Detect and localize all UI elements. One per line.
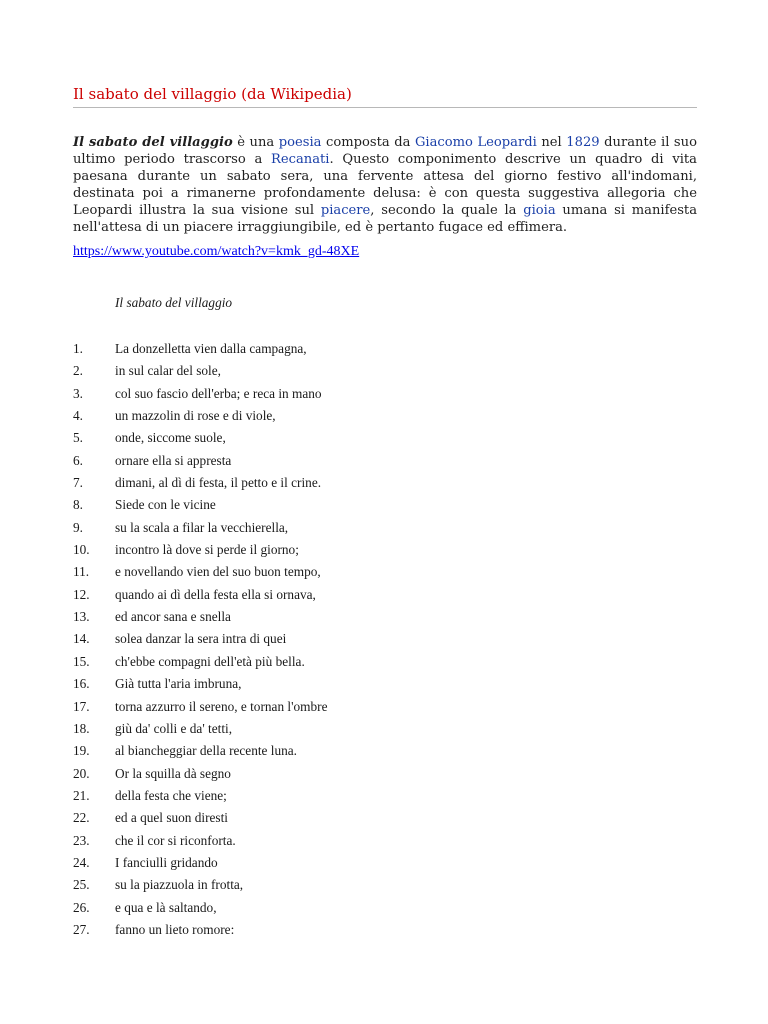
verse-number: 26.: [73, 899, 90, 915]
verse-text: e qua e là saltando,: [115, 899, 217, 915]
poem-verse: [73, 785, 327, 807]
verse-text: un mazzolin di rose e di viole,: [115, 408, 276, 424]
verse-text: giù da' colli e da' tetti,: [115, 720, 233, 736]
poem-verse: [73, 852, 327, 874]
poem-verse: [73, 897, 327, 919]
intro-lead-title: Il sabato del villaggio: [73, 135, 233, 150]
link-poesia[interactable]: poesia: [278, 135, 322, 150]
verse-number: 11.: [73, 564, 90, 580]
poem-verse: [73, 830, 327, 852]
verse-number: 7.: [73, 475, 83, 491]
verse-number: 22.: [73, 810, 90, 826]
verse-number: 27.: [73, 921, 90, 937]
verse-text: della festa che viene;: [115, 787, 227, 803]
intro-text: , secondo la quale la: [370, 203, 524, 218]
verse-text: e novellando vien del suo buon tempo,: [115, 564, 321, 580]
poem-verse: [73, 763, 327, 785]
verse-number: 2.: [73, 363, 83, 379]
intro-text: composta da: [321, 135, 415, 150]
verse-text: I fanciulli gridando: [115, 854, 218, 870]
verse-number: 24.: [73, 854, 90, 870]
poem-verse: [73, 696, 327, 718]
verse-text: Or la squilla dà segno: [115, 765, 231, 781]
verse-text: in sul calar del sole,: [115, 363, 221, 379]
verse-number: 19.: [73, 743, 90, 759]
poem-verse: [73, 405, 327, 427]
verse-text: al biancheggiar della recente luna.: [115, 743, 297, 759]
poem-verse: [73, 383, 327, 405]
verse-text: su la scala a filar la vecchierella,: [115, 519, 289, 535]
intro-text: è una: [232, 135, 279, 150]
poem-verse: [73, 427, 327, 449]
verse-number: 13.: [73, 609, 90, 625]
poem-verses-list: [73, 338, 327, 941]
verse-number: 3.: [73, 385, 83, 401]
document-title: Il sabato del villaggio (da Wikipedia): [73, 84, 697, 108]
verse-text: che il cor si riconforta.: [115, 832, 236, 848]
poem-verse: [73, 807, 327, 829]
intro-text: . Questo componimento descrive un quadro di vita paesana durante un sabato sera, una fervente attesa del giorno festivo all'indomani, destinata poi a rimanerne profondamente delusa: è con questa suggestiva allegoria che Leopardi illustra la sua visione sul: [73, 152, 697, 218]
verse-text: quando ai dì della festa ella si ornava,: [115, 586, 316, 602]
verse-number: 1.: [73, 341, 83, 356]
verse-number: 23.: [73, 832, 90, 848]
poem-verse: [73, 628, 327, 650]
verse-text: fanno un lieto romore:: [115, 921, 235, 937]
verse-number: 10.: [73, 542, 90, 558]
intro-paragraph: [73, 134, 697, 236]
poem-verse: [73, 360, 327, 382]
verse-text: ed ancor sana e snella: [115, 609, 231, 625]
intro-text: nel: [536, 135, 567, 150]
verse-text: incontro là dove si perde il giorno;: [115, 542, 299, 558]
verse-text: La donzelletta vien dalla campagna,: [115, 341, 307, 356]
poem-verse: [73, 338, 327, 360]
intro-text: umana si manifesta nell'attesa di un piacere irraggiungibile, ed è pertanto fugace ed effimera.: [73, 203, 697, 235]
poem-verse: [73, 561, 327, 583]
poem-verse: [73, 584, 327, 606]
poem-verse: [73, 606, 327, 628]
verse-text: col suo fascio dell'erba; e reca in mano: [115, 385, 322, 401]
verse-number: 9.: [73, 519, 83, 535]
poem-verse: [73, 919, 327, 941]
poem-verse: [73, 651, 327, 673]
poem-verse: [73, 450, 327, 472]
verse-text: ch'ebbe compagni dell'età più bella.: [115, 653, 305, 669]
link-giacomo-leopardi[interactable]: Giacomo Leopardi: [414, 135, 537, 150]
verse-text: su la piazzuola in frotta,: [115, 877, 244, 893]
verse-number: 21.: [73, 787, 90, 803]
verse-text: Già tutta l'aria imbruna,: [115, 676, 242, 692]
verse-number: 18.: [73, 720, 90, 736]
verse-number: 15.: [73, 653, 90, 669]
verse-text: ornare ella si appresta: [115, 452, 232, 468]
verse-text: torna azzurro il sereno, e tornan l'ombre: [115, 698, 328, 714]
link-gioia[interactable]: gioia: [523, 203, 556, 218]
verse-text: onde, siccome suole,: [115, 430, 226, 446]
intro-text: durante il suo ultimo periodo trascorso a: [73, 135, 697, 167]
poem-verse: [73, 494, 327, 516]
poem-verse: [73, 472, 327, 494]
verse-text: dimani, al dì di festa, il petto e il crine.: [115, 475, 322, 491]
verse-number: 6.: [73, 452, 83, 468]
poem-verse: [73, 517, 327, 539]
verse-number: 8.: [73, 497, 83, 513]
verse-text: Siede con le vicine: [115, 497, 216, 513]
verse-text: solea danzar la sera intra di quei: [115, 631, 287, 647]
youtube-link[interactable]: https://www.youtube.com/watch?v=kmk_gd-48XE: [73, 244, 360, 259]
poem-verse: [73, 874, 327, 896]
link-piacere[interactable]: piacere: [320, 203, 371, 218]
poem-title: Il sabato del villaggio: [115, 295, 233, 310]
verse-number: 4.: [73, 408, 83, 424]
verse-text: ed a quel suon diresti: [115, 810, 228, 826]
verse-number: 5.: [73, 430, 83, 446]
verse-number: 20.: [73, 765, 90, 781]
link-1829[interactable]: 1829: [566, 135, 600, 150]
verse-number: 25.: [73, 877, 90, 893]
poem-verse: [73, 539, 327, 561]
poem-verse: [73, 673, 327, 695]
verse-number: 17.: [73, 698, 90, 714]
poem-verse: [73, 740, 327, 762]
verse-number: 12.: [73, 586, 90, 602]
poem-verse: [73, 718, 327, 740]
verse-number: 14.: [73, 631, 90, 647]
link-recanati[interactable]: Recanati: [271, 152, 330, 167]
verse-number: 16.: [73, 676, 90, 692]
